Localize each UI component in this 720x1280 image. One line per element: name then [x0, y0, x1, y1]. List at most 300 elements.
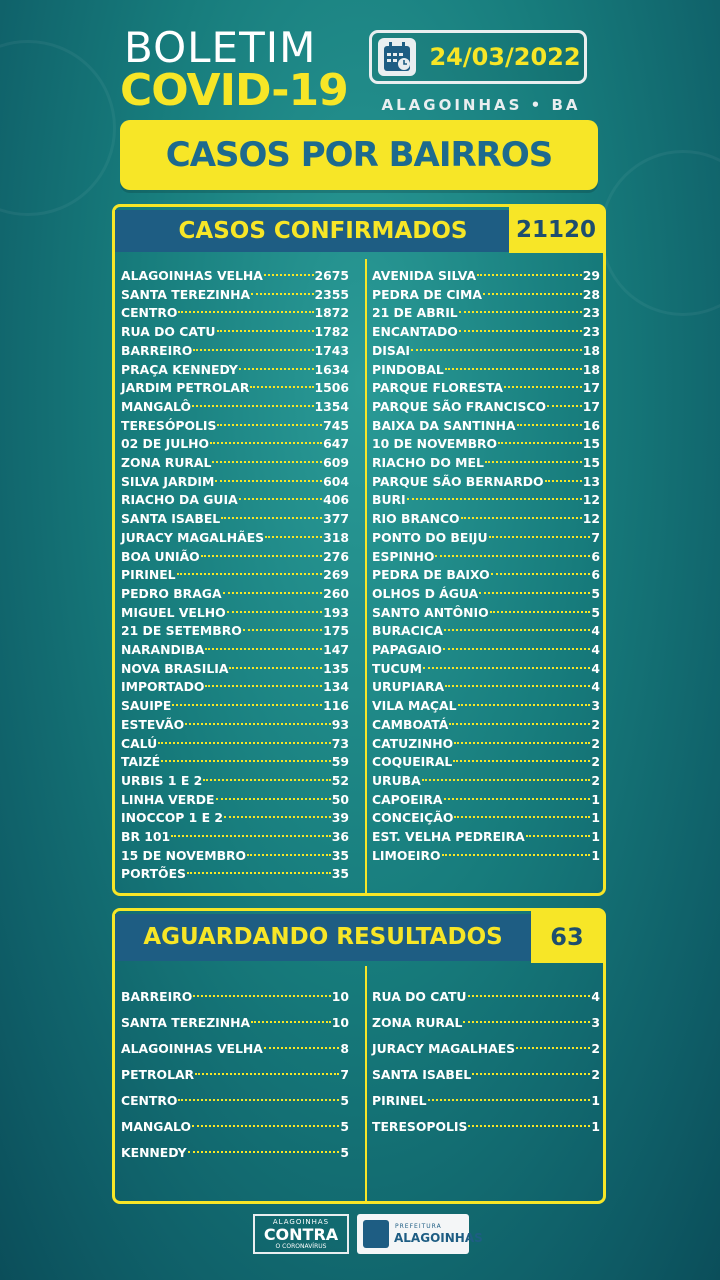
neighborhood-name: PONTO DO BEIJU	[372, 529, 488, 545]
case-count: 4	[591, 660, 600, 676]
case-count: 35	[331, 866, 349, 882]
dotted-leader	[407, 498, 582, 500]
neighborhood-name: ENCANTADO	[372, 324, 458, 340]
neighborhood-name: JARDIM PETROLAR	[121, 380, 250, 396]
case-count: 8	[340, 1041, 349, 1056]
list-item	[121, 510, 349, 528]
list-item	[372, 304, 600, 322]
confirmed-cases-total: 21120	[509, 207, 603, 253]
dotted-leader	[201, 555, 322, 557]
neighborhood-name: SANTA ISABEL	[372, 1067, 472, 1082]
background-virus-decoration	[0, 40, 116, 216]
list-item	[121, 678, 349, 696]
dotted-leader	[445, 685, 590, 687]
list-item	[121, 716, 349, 734]
neighborhood-name: OLHOS D ÁGUA	[372, 585, 479, 601]
neighborhood-name: ZONA RURAL	[121, 455, 212, 470]
case-count: 1	[591, 847, 600, 863]
neighborhood-name: MANGALO	[121, 1119, 192, 1134]
case-count: 1	[591, 1119, 600, 1134]
case-count: 1743	[314, 342, 349, 358]
neighborhood-name: SILVA JARDIM	[121, 473, 215, 489]
neighborhood-name: PEDRA DE CIMA	[372, 286, 482, 302]
dotted-leader	[449, 723, 590, 725]
list-item	[121, 735, 349, 753]
neighborhood-name: COQUEIRAL	[372, 754, 453, 770]
dotted-leader	[223, 592, 323, 594]
neighborhood-name: 21 DE SETEMBRO	[121, 623, 242, 639]
list-item	[372, 1040, 600, 1058]
dotted-leader	[547, 405, 582, 407]
neighborhood-name: CALÚ	[121, 735, 158, 751]
dotted-leader	[178, 311, 313, 313]
neighborhood-name: CENTRO	[121, 305, 178, 321]
list-item	[372, 566, 600, 584]
list-item	[121, 660, 349, 678]
neighborhood-name: CENTRO	[121, 1093, 178, 1108]
neighborhood-name: RIO BRANCO	[372, 511, 460, 527]
neighborhood-name: SANTA TEREZINHA	[121, 1015, 251, 1030]
list-item	[372, 791, 600, 809]
neighborhood-name: BARREIRO	[121, 342, 193, 358]
dotted-leader	[468, 995, 591, 997]
dotted-leader	[459, 311, 582, 313]
neighborhood-name: RUA DO CATU	[121, 324, 216, 340]
list-item	[121, 323, 349, 341]
case-count: 4	[591, 623, 600, 639]
dotted-leader	[504, 386, 582, 388]
case-count: 5	[340, 1093, 349, 1108]
case-count: 2675	[314, 268, 349, 283]
neighborhood-name: RUA DO CATU	[372, 989, 467, 1004]
dotted-leader	[171, 835, 331, 837]
neighborhood-name: TERESOPOLIS	[372, 1119, 468, 1134]
neighborhood-name: SANTA ISABEL	[121, 511, 221, 527]
neighborhood-name: NOVA BRASILIA	[121, 660, 229, 676]
dotted-leader	[491, 573, 591, 575]
list-item	[372, 510, 600, 528]
case-count: 5	[340, 1119, 349, 1134]
list-item	[121, 454, 349, 472]
case-count: 12	[582, 492, 600, 508]
list-item	[121, 865, 349, 883]
dotted-leader	[443, 648, 590, 650]
list-item	[372, 585, 600, 603]
neighborhood-name: ESPINHO	[372, 548, 435, 564]
neighborhood-name: JURACY MAGALHAES	[372, 1041, 516, 1056]
campaign-logo	[253, 1214, 349, 1254]
neighborhood-name: PARQUE FLORESTA	[372, 380, 503, 396]
neighborhood-name: BAIXA DA SANTINHA	[372, 417, 516, 433]
neighborhood-name: 15 DE NOVEMBRO	[121, 847, 247, 863]
list-item	[372, 847, 600, 865]
list-item	[121, 304, 349, 322]
case-count: 23	[582, 324, 600, 340]
dotted-leader	[428, 1099, 591, 1101]
campaign-logo-bottom: O CORONAVÍRUS	[275, 1243, 327, 1250]
case-count: 16	[582, 417, 600, 433]
list-item	[121, 1092, 349, 1110]
neighborhood-name: CATUZINHO	[372, 735, 454, 751]
dotted-leader	[158, 742, 331, 744]
neighborhood-name: BOA UNIÃO	[121, 548, 200, 564]
list-item	[121, 398, 349, 416]
dotted-leader	[472, 1073, 590, 1075]
dotted-leader	[444, 798, 591, 800]
neighborhood-name: MIGUEL VELHO	[121, 604, 226, 620]
case-count: 609	[323, 455, 349, 470]
campaign-logo-top: ALAGOINHAS	[272, 1218, 330, 1226]
neighborhood-name: LINHA VERDE	[121, 791, 215, 807]
case-count: 18	[582, 361, 600, 377]
neighborhood-name: SANTO ANTÔNIO	[372, 604, 489, 620]
case-count: 4	[591, 989, 600, 1004]
dotted-leader	[423, 667, 590, 669]
dotted-leader	[444, 629, 590, 631]
neighborhood-name: PIRINEL	[372, 1093, 427, 1108]
dotted-leader	[516, 1047, 590, 1049]
neighborhood-name: RIACHO DO MEL	[372, 455, 484, 470]
list-item	[372, 697, 600, 715]
neighborhood-name: URUBA	[372, 772, 421, 788]
case-count: 18	[582, 342, 600, 358]
dotted-leader	[227, 611, 322, 613]
neighborhood-name: BR 101	[121, 829, 171, 844]
dotted-leader	[477, 274, 582, 276]
dotted-leader	[172, 704, 322, 706]
neighborhood-name: ALAGOINHAS VELHA	[121, 268, 263, 283]
dotted-leader	[221, 517, 322, 519]
case-count: 276	[323, 548, 349, 564]
neighborhood-name: NARANDIBA	[121, 642, 205, 657]
dotted-leader	[188, 1151, 340, 1153]
column-divider	[365, 259, 367, 895]
awaiting-results-total: 63	[531, 911, 603, 963]
list-item	[121, 847, 349, 865]
dotted-leader	[212, 461, 322, 463]
list-item	[372, 988, 600, 1006]
neighborhood-name: ALAGOINHAS VELHA	[121, 1041, 263, 1056]
list-item	[121, 548, 349, 566]
list-item	[372, 342, 600, 360]
case-count: 7	[340, 1067, 349, 1082]
case-count: 6	[591, 567, 600, 583]
case-count: 318	[323, 529, 349, 545]
list-item	[372, 809, 600, 827]
case-count: 35	[331, 847, 349, 863]
case-count: 12	[582, 511, 600, 527]
list-item	[372, 678, 600, 696]
column-divider	[365, 966, 367, 1204]
list-item	[121, 379, 349, 397]
list-item	[121, 828, 349, 846]
dotted-leader	[178, 1099, 339, 1101]
list-item	[121, 491, 349, 509]
list-item	[121, 809, 349, 827]
list-item	[372, 379, 600, 397]
neighborhood-name: TUCUM	[372, 660, 422, 676]
dotted-leader	[239, 498, 322, 500]
dotted-leader	[192, 405, 313, 407]
neighborhood-name: PINDOBAL	[372, 361, 444, 377]
case-count: 1782	[314, 324, 349, 340]
dotted-leader	[217, 424, 322, 426]
list-item	[372, 772, 600, 790]
neighborhood-name: KENNEDY	[121, 1145, 187, 1160]
date-box	[369, 30, 587, 84]
list-item	[372, 1092, 600, 1110]
list-item	[372, 753, 600, 771]
dotted-leader	[435, 555, 590, 557]
dotted-leader	[454, 742, 590, 744]
neighborhood-name: JURACY MAGALHÃES	[121, 529, 265, 545]
confirmed-cases-panel	[112, 204, 606, 896]
list-item	[372, 398, 600, 416]
case-count: 1	[591, 791, 600, 807]
neighborhood-name: URUPIARA	[372, 679, 445, 695]
list-item	[372, 473, 600, 491]
dotted-leader	[422, 779, 591, 781]
dotted-leader	[479, 592, 590, 594]
list-item	[121, 1040, 349, 1058]
dotted-leader	[195, 1073, 339, 1075]
neighborhood-name: 02 DE JULHO	[121, 436, 210, 452]
list-item	[121, 988, 349, 1006]
list-item	[121, 435, 349, 453]
dotted-leader	[177, 573, 323, 575]
case-count: 134	[323, 679, 349, 695]
neighborhood-name: URBIS 1 E 2	[121, 772, 203, 788]
case-count: 647	[323, 436, 349, 452]
list-item	[121, 791, 349, 809]
neighborhood-name: PIRINEL	[121, 567, 176, 583]
dotted-leader	[185, 723, 331, 725]
neighborhood-name: 10 DE NOVEMBRO	[372, 436, 498, 452]
list-item	[372, 435, 600, 453]
dotted-leader	[445, 368, 582, 370]
neighborhood-name: CAMBOATÁ	[372, 716, 449, 732]
case-count: 52	[331, 772, 349, 788]
dotted-leader	[483, 293, 582, 295]
awaiting-results-label: AGUARDANDO RESULTADOS	[115, 914, 531, 961]
case-count: 6	[591, 548, 600, 564]
campaign-logo-main: CONTRA	[263, 1225, 339, 1244]
neighborhood-name: ESTEVÃO	[121, 716, 185, 732]
dotted-leader	[216, 798, 331, 800]
case-count: 377	[323, 511, 349, 527]
case-count: 13	[582, 473, 600, 489]
dotted-leader	[203, 779, 331, 781]
neighborhood-name: SANTA TEREZINHA	[121, 286, 251, 302]
list-item	[121, 473, 349, 491]
neighborhood-name: PRAÇA KENNEDY	[121, 361, 238, 377]
list-item	[121, 566, 349, 584]
list-item	[372, 1066, 600, 1084]
case-count: 23	[582, 305, 600, 321]
neighborhood-name: MANGALÔ	[121, 398, 192, 414]
neighborhood-name: CAPOEIRA	[372, 791, 443, 807]
case-count: 1354	[314, 398, 349, 414]
neighborhood-name: SAUIPE	[121, 698, 172, 714]
dotted-leader	[229, 667, 322, 669]
neighborhood-name: PETROLAR	[121, 1067, 195, 1082]
case-count: 260	[323, 585, 349, 601]
neighborhood-name: CONCEIÇÃO	[372, 810, 454, 826]
neighborhood-name: IMPORTADO	[121, 679, 205, 695]
list-item	[372, 1118, 600, 1136]
list-item	[121, 417, 349, 435]
list-item	[372, 548, 600, 566]
list-item	[121, 267, 349, 285]
list-item	[372, 491, 600, 509]
dotted-leader	[224, 816, 331, 818]
case-count: 2	[591, 754, 600, 770]
case-count: 1	[591, 1093, 600, 1108]
dotted-leader	[205, 648, 322, 650]
confirmed-cases-label: CASOS CONFIRMADOS	[115, 210, 531, 252]
background-virus-decoration	[600, 150, 720, 316]
neighborhood-name: EST. VELHA PEDREIRA	[372, 829, 525, 844]
list-item	[121, 1066, 349, 1084]
calendar-icon	[378, 38, 416, 76]
case-count: 1	[591, 829, 600, 844]
list-item	[121, 622, 349, 640]
case-count: 59	[331, 754, 349, 770]
dotted-leader	[454, 816, 590, 818]
neighborhood-name: INOCCOP 1 E 2	[121, 810, 223, 826]
case-count: 93	[331, 716, 349, 732]
case-count: 15	[582, 455, 600, 470]
case-count: 604	[323, 473, 349, 489]
case-count: 135	[323, 660, 349, 676]
case-count: 5	[591, 585, 600, 601]
dotted-leader	[264, 274, 314, 276]
list-item	[372, 361, 600, 379]
neighborhood-name: TERESÓPOLIS	[121, 417, 217, 433]
case-count: 1506	[314, 380, 349, 396]
list-item	[372, 1014, 600, 1032]
dotted-leader	[458, 704, 591, 706]
list-item	[372, 735, 600, 753]
case-count: 1	[591, 810, 600, 826]
case-count: 2	[591, 1067, 600, 1082]
case-count: 73	[331, 735, 349, 751]
list-item	[372, 660, 600, 678]
prefeitura-logo	[357, 1214, 483, 1254]
dotted-leader	[265, 536, 322, 538]
dotted-leader	[485, 461, 582, 463]
list-item	[121, 1144, 349, 1162]
list-item	[372, 417, 600, 435]
dotted-leader	[205, 685, 322, 687]
list-item	[121, 604, 349, 622]
case-count: 39	[331, 810, 349, 826]
neighborhood-name: TAIZÉ	[121, 754, 161, 770]
case-count: 4	[591, 679, 600, 695]
case-count: 10	[331, 1015, 349, 1030]
dotted-leader	[517, 424, 582, 426]
case-count: 4	[591, 642, 600, 657]
dotted-leader	[489, 536, 591, 538]
dotted-leader	[161, 760, 331, 762]
case-count: 147	[323, 642, 349, 657]
banner-title: CASOS POR BAIRROS	[165, 135, 553, 175]
case-count: 5	[591, 604, 600, 620]
dotted-leader	[264, 1047, 340, 1049]
case-count: 3	[591, 698, 600, 714]
case-count: 10	[331, 989, 349, 1004]
list-item	[372, 716, 600, 734]
neighborhood-name: BURI	[372, 492, 406, 508]
neighborhood-name: BARREIRO	[121, 989, 193, 1004]
dotted-leader	[239, 368, 314, 370]
dotted-leader	[187, 872, 331, 874]
dotted-leader	[217, 330, 314, 332]
dotted-leader	[243, 629, 322, 631]
case-count: 29	[582, 268, 600, 283]
list-item	[121, 772, 349, 790]
list-item	[372, 641, 600, 659]
neighborhood-name: PARQUE SÃO BERNARDO	[372, 473, 544, 489]
neighborhood-name: PEDRO BRAGA	[121, 585, 222, 601]
neighborhood-name: VILA MAÇAL	[372, 698, 457, 714]
neighborhood-name: AVENIDA SILVA	[372, 268, 477, 283]
dotted-leader	[215, 480, 322, 482]
case-count: 1872	[314, 305, 349, 321]
title-boletim: BOLETIM	[124, 23, 317, 72]
list-item	[372, 454, 600, 472]
list-item	[121, 361, 349, 379]
bulletin-date: 24/03/2022	[429, 43, 581, 71]
dotted-leader	[463, 1021, 590, 1023]
case-count: 193	[323, 604, 349, 620]
neighborhood-name: RIACHO DA GUIA	[121, 492, 238, 508]
dotted-leader	[247, 854, 331, 856]
list-item	[121, 1014, 349, 1032]
case-count: 116	[323, 698, 349, 714]
dotted-leader	[251, 1021, 331, 1023]
case-count: 5	[340, 1145, 349, 1160]
case-count: 17	[582, 380, 600, 396]
dotted-leader	[490, 611, 591, 613]
list-item	[372, 828, 600, 846]
neighborhood-name: BURACICA	[372, 623, 444, 639]
case-count: 2	[591, 716, 600, 732]
dotted-leader	[251, 293, 313, 295]
list-item	[121, 697, 349, 715]
list-item	[121, 286, 349, 304]
dotted-leader	[459, 330, 582, 332]
list-item	[372, 323, 600, 341]
case-count: 2	[591, 1041, 600, 1056]
case-count: 745	[323, 417, 349, 433]
dotted-leader	[453, 760, 590, 762]
list-item	[372, 604, 600, 622]
dotted-leader	[442, 854, 591, 856]
case-count: 36	[331, 829, 349, 844]
dotted-leader	[193, 995, 330, 997]
city-label: ALAGOINHAS • BA	[381, 96, 581, 114]
prefeitura-logo-top: PREFEITURA	[395, 1223, 442, 1230]
list-item	[121, 585, 349, 603]
neighborhood-name: PARQUE SÃO FRANCISCO	[372, 398, 547, 414]
dotted-leader	[192, 1125, 339, 1127]
neighborhood-name: PAPAGAIO	[372, 642, 442, 657]
case-count: 269	[323, 567, 349, 583]
dotted-leader	[210, 442, 322, 444]
list-item	[121, 342, 349, 360]
case-count: 1634	[314, 361, 349, 377]
